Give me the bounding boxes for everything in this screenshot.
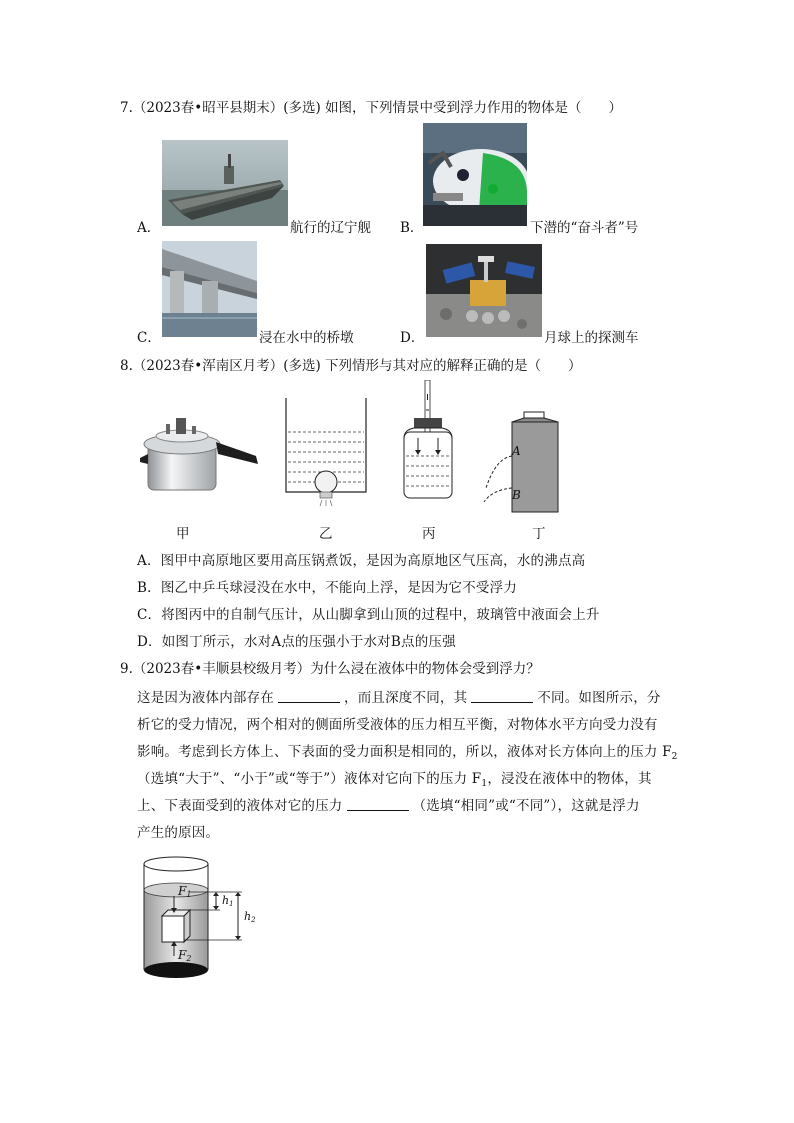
barometer-figure — [400, 380, 456, 504]
buoyancy-diagram — [138, 852, 268, 984]
q9-line-4-sub: 1 — [481, 779, 488, 789]
water-tank-figure — [478, 410, 564, 514]
carrier-photo — [162, 140, 288, 226]
q9-line-1-part-3: 不同。如图所示，分 — [537, 690, 661, 706]
figure-label-jia: 甲 — [176, 526, 190, 542]
h2-label-text: h — [244, 910, 252, 923]
q8-option-b: B．图乙中乒乓球浸没在水中，不能向上浮，是因为它不受浮力 — [137, 580, 518, 596]
lunar-rover-photo — [426, 244, 542, 337]
q9-blank-3[interactable] — [347, 798, 409, 811]
q7-option-b-caption: 下潜的“奋斗者”号 — [530, 220, 639, 236]
pingpong-figure — [280, 398, 372, 508]
point-b-label: B — [512, 488, 521, 502]
h2-label-sub: 2 — [251, 916, 256, 924]
q9-line-4-part-1: （选填“大于”、“小于”或“等于”）液体对它向下的压力 F — [137, 771, 482, 787]
q7-option-d-caption: 月球上的探测车 — [544, 330, 639, 346]
figure-label-yi: 乙 — [319, 526, 333, 542]
q9-line-5 — [137, 794, 640, 814]
q7-stem: 7.（2023春•昭平县期末）(多选) 如图，下列情景中受到浮力作用的物体是（ ） — [120, 100, 623, 116]
f1-label-text: F — [178, 884, 187, 898]
submersible-photo — [423, 123, 527, 226]
q7-option-c-letter: C． — [137, 330, 161, 346]
q9-line-6: 产生的原因。 — [137, 825, 220, 841]
q9-line-3 — [137, 740, 678, 762]
pressure-cooker-figure — [138, 398, 262, 502]
q7-option-c-caption: 浸在水中的桥墩 — [259, 330, 354, 346]
h2-label — [244, 910, 256, 924]
h1-label — [222, 894, 234, 908]
q9-line-1-part-2: ，而且深度不同，其 — [344, 690, 468, 706]
q9-line-1 — [137, 686, 661, 706]
q7-option-d-letter: D． — [400, 330, 425, 346]
q7-option-a-caption: 航行的辽宁舰 — [290, 220, 371, 236]
q8-option-a: A．图甲中高原地区要用高压锅煮饭，是因为高原地区气压高，水的沸点高 — [137, 553, 586, 569]
figure-label-bing: 丙 — [422, 526, 436, 542]
q9-line-5-part-2: （选填“相同”或“不同”），这就是浮力 — [412, 798, 640, 814]
f2-label — [178, 948, 191, 963]
q9-line-3-text: 影响。考虑到长方体上、下表面的受力面积是相同的，所以，液体对长方体向上的压力 F — [137, 744, 672, 760]
q9-line-2: 析它的受力情况，两个相对的侧面所受液体的压力相互平衡，对物体水平方向受力没有 — [137, 717, 658, 733]
f1-label — [178, 884, 191, 899]
q9-line-1-part-1: 这是因为液体内部存在 — [137, 690, 274, 706]
q8-stem: 8.（2023春•浑南区月考）(多选) 下列情形与其对应的解释正确的是（ ） — [120, 358, 582, 374]
q9-stem: 9.（2023春•丰顺县校级月考）为什么浸在液体中的物体会受到浮力？ — [120, 661, 540, 677]
h1-label-sub: 1 — [229, 900, 234, 908]
q7-option-a-letter: A． — [137, 220, 161, 236]
f2-label-sub: 2 — [186, 954, 192, 963]
f2-label-text: F — [178, 948, 187, 962]
f1-label-sub: 1 — [186, 890, 192, 899]
q9-blank-1[interactable] — [278, 690, 340, 703]
q9-line-3-sub: 2 — [671, 752, 678, 762]
q7-option-b-letter: B． — [400, 220, 424, 236]
q8-option-c: C．将图丙中的自制气压计，从山脚拿到山顶的过程中，玻璃管中液面会上升 — [137, 607, 600, 623]
q9-line-5-part-1: 上、下表面受到的液体对它的压力 — [137, 798, 343, 814]
q9-blank-2[interactable] — [471, 690, 533, 703]
q8-option-d: D．如图丁所示，水对A点的压强小于水对B点的压强 — [137, 634, 456, 650]
q9-line-4-part-2: ，浸没在液体中的物体，其 — [487, 771, 652, 787]
h1-label-text: h — [222, 894, 230, 907]
q9-line-4 — [137, 767, 652, 789]
bridge-photo — [162, 241, 257, 337]
point-a-label: A — [512, 444, 521, 458]
figure-label-ding: 丁 — [532, 526, 546, 542]
